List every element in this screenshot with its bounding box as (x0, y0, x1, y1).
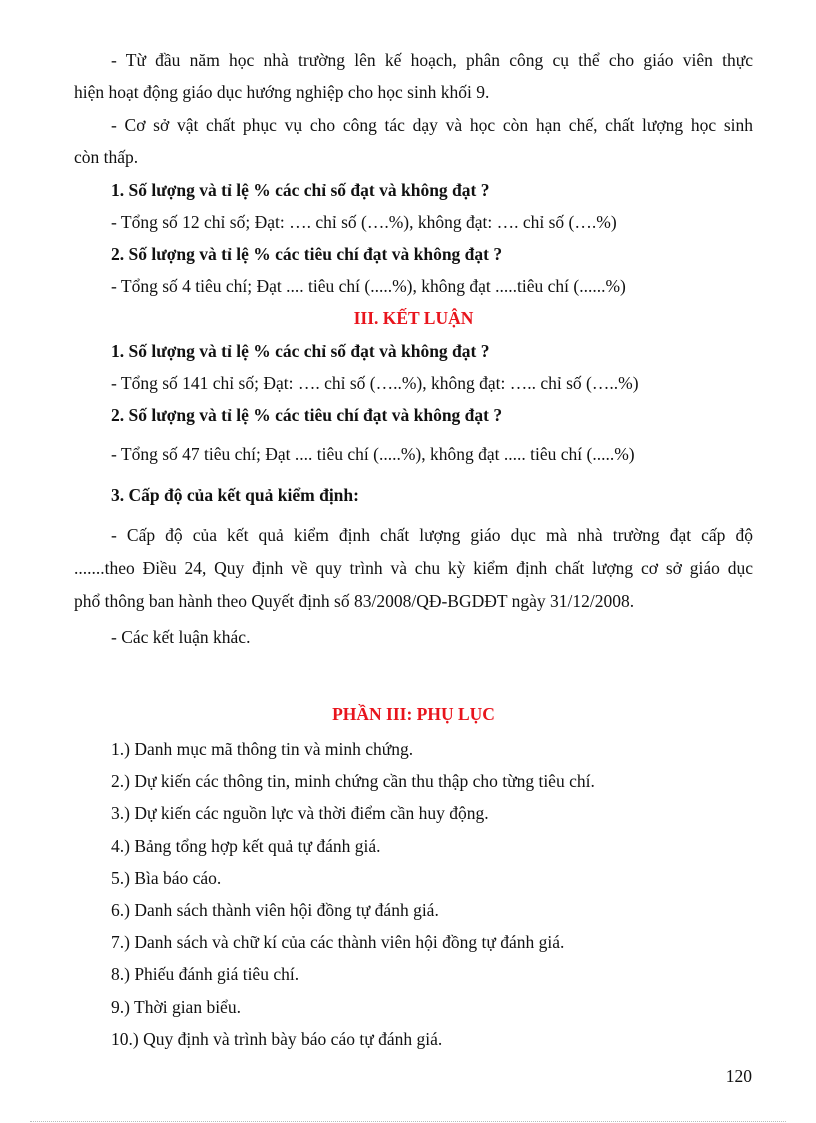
section-heading: 2. Số lượng và tỉ lệ % các tiêu chí đạt và không đạt ? (111, 244, 503, 264)
list-item: 2.) Dự kiến các thông tin, minh chứng cần thu thập cho từng tiêu chí. (111, 771, 595, 791)
paragraph-line: .......theo Điều 24, Quy định về quy trình và chu kỳ kiểm định chất lượng cơ sở giáo dục (74, 558, 753, 578)
appendix-title: PHẦN III: PHỤ LỤC (332, 704, 495, 724)
list-item: 6.) Danh sách thành viên hội đồng tự đánh giá. (111, 900, 439, 920)
list-item: 9.) Thời gian biểu. (111, 997, 241, 1017)
page-number: 120 (725, 1066, 752, 1086)
paragraph-line: - Tổng số 4 tiêu chí; Đạt .... tiêu chí (.....%), không đạt .....tiêu chí (......%) (111, 276, 626, 296)
section-heading: 3. Cấp độ của kết quả kiểm định: (111, 485, 359, 505)
page-footer-divider (30, 1121, 786, 1122)
section-heading: 1. Số lượng và tỉ lệ % các chỉ số đạt và không đạt ? (111, 180, 490, 200)
paragraph-line: - Tổng số 12 chỉ số; Đạt: …. chỉ số (….%), không đạt: …. chỉ số (….%) (111, 212, 617, 232)
paragraph-line: - Các kết luận khác. (111, 627, 251, 647)
list-item: 4.) Bảng tổng hợp kết quả tự đánh giá. (111, 836, 381, 856)
section-heading: 2. Số lượng và tỉ lệ % các tiêu chí đạt và không đạt ? (111, 405, 503, 425)
section-heading: 1. Số lượng và tỉ lệ % các chỉ số đạt và không đạt ? (111, 341, 490, 361)
list-item: 8.) Phiếu đánh giá tiêu chí. (111, 964, 300, 984)
list-item: 10.) Quy định và trình bày báo cáo tự đánh giá. (111, 1029, 443, 1049)
paragraph-line: còn thấp. (74, 147, 139, 167)
paragraph-line: - Cấp độ của kết quả kiểm định chất lượng giáo dục mà nhà trường đạt cấp độ (111, 525, 753, 545)
paragraph-line: - Cơ sở vật chất phục vụ cho công tác dạy và học còn hạn chế, chất lượng học sinh (111, 115, 753, 135)
list-item: 7.) Danh sách và chữ kí của các thành viên hội đồng tự đánh giá. (111, 932, 565, 952)
paragraph-line: hiện hoạt động giáo dục hướng nghiệp cho học sinh khối 9. (74, 82, 490, 102)
paragraph-line: - Tổng số 141 chỉ số; Đạt: …. chỉ số (…..%), không đạt: ….. chỉ số (…..%) (111, 373, 639, 393)
list-item: 3.) Dự kiến các nguồn lực và thời điểm cần huy động. (111, 803, 489, 823)
paragraph-line: phổ thông ban hành theo Quyết định số 83/2008/QĐ-BGDĐT ngày 31/12/2008. (74, 591, 635, 611)
list-item: 5.) Bìa báo cáo. (111, 868, 222, 888)
paragraph-line: - Tổng số 47 tiêu chí; Đạt .... tiêu chí (.....%), không đạt ..... tiêu chí (.....%) (111, 444, 635, 464)
section-title: III. KẾT LUẬN (353, 308, 474, 328)
list-item: 1.) Danh mục mã thông tin và minh chứng. (111, 739, 414, 759)
paragraph-line: - Từ đầu năm học nhà trường lên kế hoạch, phân công cụ thể cho giáo viên thực (111, 50, 753, 70)
